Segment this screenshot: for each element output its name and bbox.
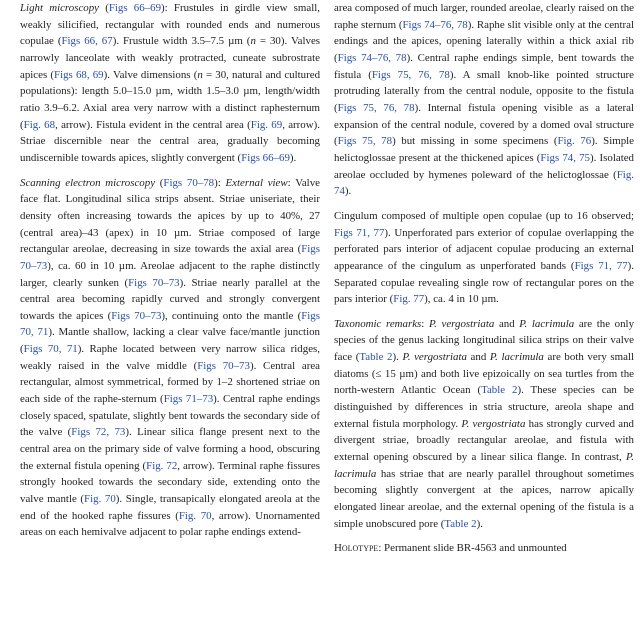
text-run: ). [476,517,483,530]
figure-reference-link[interactable]: Table 2 [481,384,518,397]
italic-term: P. vergostriata [428,317,495,330]
italic-term: P. lacrimula [489,351,544,364]
figure-reference-link[interactable]: Figs 71, 77 [334,226,385,239]
text-run: : [421,317,429,330]
text-run: ), ca. 4 in 10 µm. [424,293,499,306]
text-run: = 30, natural and cultured populations): length 5.0–15.0 µm, width 1.5–3.0 µm, length/width ratio 3.9–6.2. Axial area very narrow with a distinct raphesternum ( [20,68,321,131]
text-run: ( [99,2,109,14]
italic-term: P. lacrimula [519,317,575,330]
text-run: ( [155,176,164,189]
section-label: Holotype [334,542,379,555]
text-run: ). [344,185,352,198]
text-run: , arrow). Fistula evident in the central area ( [55,118,251,131]
figure-reference-link[interactable]: Figs 75, 76, 78 [371,68,450,81]
text-run: : Valve face flat. Longitudinal silica strips absent. Striae uniseriate, their density often increasing towards the apices by up to 40%, 27 (central area)–43 (apex) in 10 µm. Striae composed of large rectangular areolae, decreasing in size towards the axial area ( [20,176,320,256]
text-run: and [494,317,520,330]
figure-reference-link[interactable]: Figs 70–73 [20,243,320,272]
italic-term: Taxonomic remarks [334,317,422,330]
text-run: ): [214,176,226,189]
text-run: ). Central area rectangular, almost symmetrical, formed by 1–2 shortened striae on each side of the raphe-sternum ( [20,359,320,406]
figure-reference-link[interactable]: Figs 71–73 [163,393,214,406]
figure-reference-link[interactable]: Figs 66–69 [241,151,290,164]
figure-reference-link[interactable]: Figs 70–73 [111,309,162,322]
figure-reference-link[interactable]: Table 2 [444,517,477,530]
figure-reference-link[interactable]: Fig. 72 [146,459,178,472]
text-run: and [466,351,490,364]
text-run: ), ca. 60 in 10 µm. Areolae adjacent to the raphe distinctly larger, clearly sunken ( [20,259,320,289]
text-run: ). Unperforated pars exterior of copulae overlapping the perforated pars interior of adjacent copulae producing an external appearance of the cingulum as unperforated bands ( [334,226,635,272]
sem-external-view-paragraph [20,175,320,541]
text-run: ). Isolated areolae occluded by hymenes poleward of the helictoglossae ( [334,151,634,181]
text-run: ). Separated copulae revealing single row of rectangular pores on the pars interior ( [334,259,635,306]
figure-reference-link[interactable]: Fig. 74 [334,168,634,198]
text-run: Cingulum composed of multiple open copulae (up to 16 observed; [334,209,634,222]
text-run: ). Valve dimensions ( [103,68,198,81]
figure-reference-link[interactable]: Figs 70, 71 [23,343,78,356]
italic-term: Scanning electron microscopy [20,176,156,189]
text-run: ). Simple helictoglossae present at the thickened apices ( [334,135,634,164]
text-run: are both very small diatoms (≤ 15 µm) and both live epizoically on sea turtles from the north-western Atlantic Ocean ( [334,351,634,397]
italic-term: n [250,35,256,48]
italic-term: n [197,68,203,81]
text-run: ). [289,151,297,164]
figure-reference-link[interactable]: Figs 74, 75 [540,151,591,164]
text-run: , arrow). Striae discernible near the central area, gradually becoming undiscernible towards apices, slightly convergent ( [20,118,320,164]
text-run: ). Mantle shallow, lacking a clear valve face/mantle junction ( [20,326,321,356]
text-run: ). Striae nearly parallel at the central area becoming rapidly curved and strongly convergent towards the apices ( [20,276,320,322]
text-run: ). Internal fistula opening visible as a lateral expansion of the central nodule, covered by a domed oval structure ( [334,101,634,148]
text-run: ). Raphe located between very narrow silica ridges, weakly raised in the valve middle ( [20,343,320,372]
text-run: : Permanent slide BR-4563 and unmounted [378,542,567,555]
figure-reference-link[interactable]: Figs 71, 77 [574,259,628,272]
text-run: ): Frustules in girdle view small, weakly silicified, rectangular with rounded ends and numerous copulae ( [20,2,321,48]
text-run: , arrow). Unornamented areas on each hemivalve adjacent to polar raphe endings extend- [20,509,320,539]
figure-reference-link[interactable]: Figs 74–76, 78 [402,18,468,31]
figure-reference-link[interactable]: Figs 75, 78 [337,135,393,148]
text-run: ). Central raphe endings closely spaced, spatulate, slightly bent towards the secondary side of the valve ( [20,393,320,439]
sem-internal-view-paragraph [334,0,634,200]
text-run: ). Raphe slit visible only at the central endings and the apices, opening laterally within a thick axial rib ( [334,18,634,64]
figure-reference-link[interactable]: Table 2 [359,351,393,364]
left-column [20,0,320,541]
italic-term: External view [225,176,288,189]
text-run: , arrow). Terminal raphe fissures strongly hooked towards the secondary side, extending onto the valve mantle ( [20,459,320,506]
figure-reference-link[interactable]: Fig. 69 [250,118,283,131]
text-run: ), continuing onto the mantle ( [161,309,302,322]
figure-reference-link[interactable]: Figs 66, 67 [61,35,113,48]
text-run: ). These species can be distinguished by differences in stria structure, areola shape and external fistula morphology. [334,384,635,430]
text-run: ). Frustule width 3.5–7.5 µm ( [112,35,251,48]
figure-reference-link[interactable]: Figs 66–69 [108,2,162,14]
holotype-paragraph [334,540,634,557]
taxonomic-remarks-paragraph [334,316,634,533]
text-run: ). [392,351,403,364]
figure-reference-link[interactable]: Figs 70, 71 [20,309,320,339]
right-column [334,0,634,557]
figure-reference-link[interactable]: Figs 68, 69 [54,68,104,81]
figure-reference-link[interactable]: Figs 74–76, 78 [337,51,407,64]
text-run: ) but missing in some specimens ( [392,135,558,148]
text-run: ). Linear silica flange present next to the central area on the primary side of valve forming a hood, obscuring the external fistula opening ( [20,426,320,472]
italic-term: P. vergostriata [402,351,467,364]
text-run: = 30). Valves narrowly lanceolate with weakly protracted, cuneate subrostrate apices ( [20,35,321,81]
text-run: ). A small knob-like pointed structure protruding laterally from the central nodule, opposite to the fistula ( [334,68,634,114]
figure-reference-link[interactable]: Fig. 70 [178,509,212,522]
text-run: ). Central raphe endings simple, bent towards the fistula ( [334,51,634,81]
italic-term: Light microscopy [20,2,100,14]
figure-reference-link[interactable]: Fig. 68 [23,118,56,131]
italic-term: P. lacrimula [334,451,634,480]
text-run: are the only species of the genus lacking longitudinal silica strips on their valve face ( [334,317,635,364]
figure-reference-link[interactable]: Figs 70–73 [197,359,250,372]
figure-reference-link[interactable]: Figs 72, 73 [71,426,126,439]
italic-term: P. vergostriata [461,417,526,430]
figure-reference-link[interactable]: Fig. 70 [84,493,116,506]
text-run: area composed of much larger, rounded areolae, clearly raised on the raphe sternum ( [334,2,634,31]
light-microscopy-paragraph [20,0,320,167]
figure-reference-link[interactable]: Fig. 77 [393,293,425,306]
text-run: has strongly curved and divergent striae, broadly rectangular areolae, and fistula with external opening obscured by a linear silica flange. In contrast, [334,417,635,464]
figure-reference-link[interactable]: Figs 75, 76, 78 [337,101,415,114]
text-run: ). Single, transapically elongated areola at the end of the hooked raphe fissures ( [20,493,321,522]
figure-reference-link[interactable]: Figs 70–78 [163,176,215,189]
text-run: has striae that are nearly parallel throughout sometimes becoming slightly convergent at the apices, narrow apically elongated linear areolae, and the external opening of the fistula is a simple unobscured pore ( [334,467,634,530]
figure-reference-link[interactable]: Figs 70–73 [128,276,180,289]
cingulum-paragraph [334,208,634,308]
figure-reference-link[interactable]: Fig. 76 [557,135,592,148]
